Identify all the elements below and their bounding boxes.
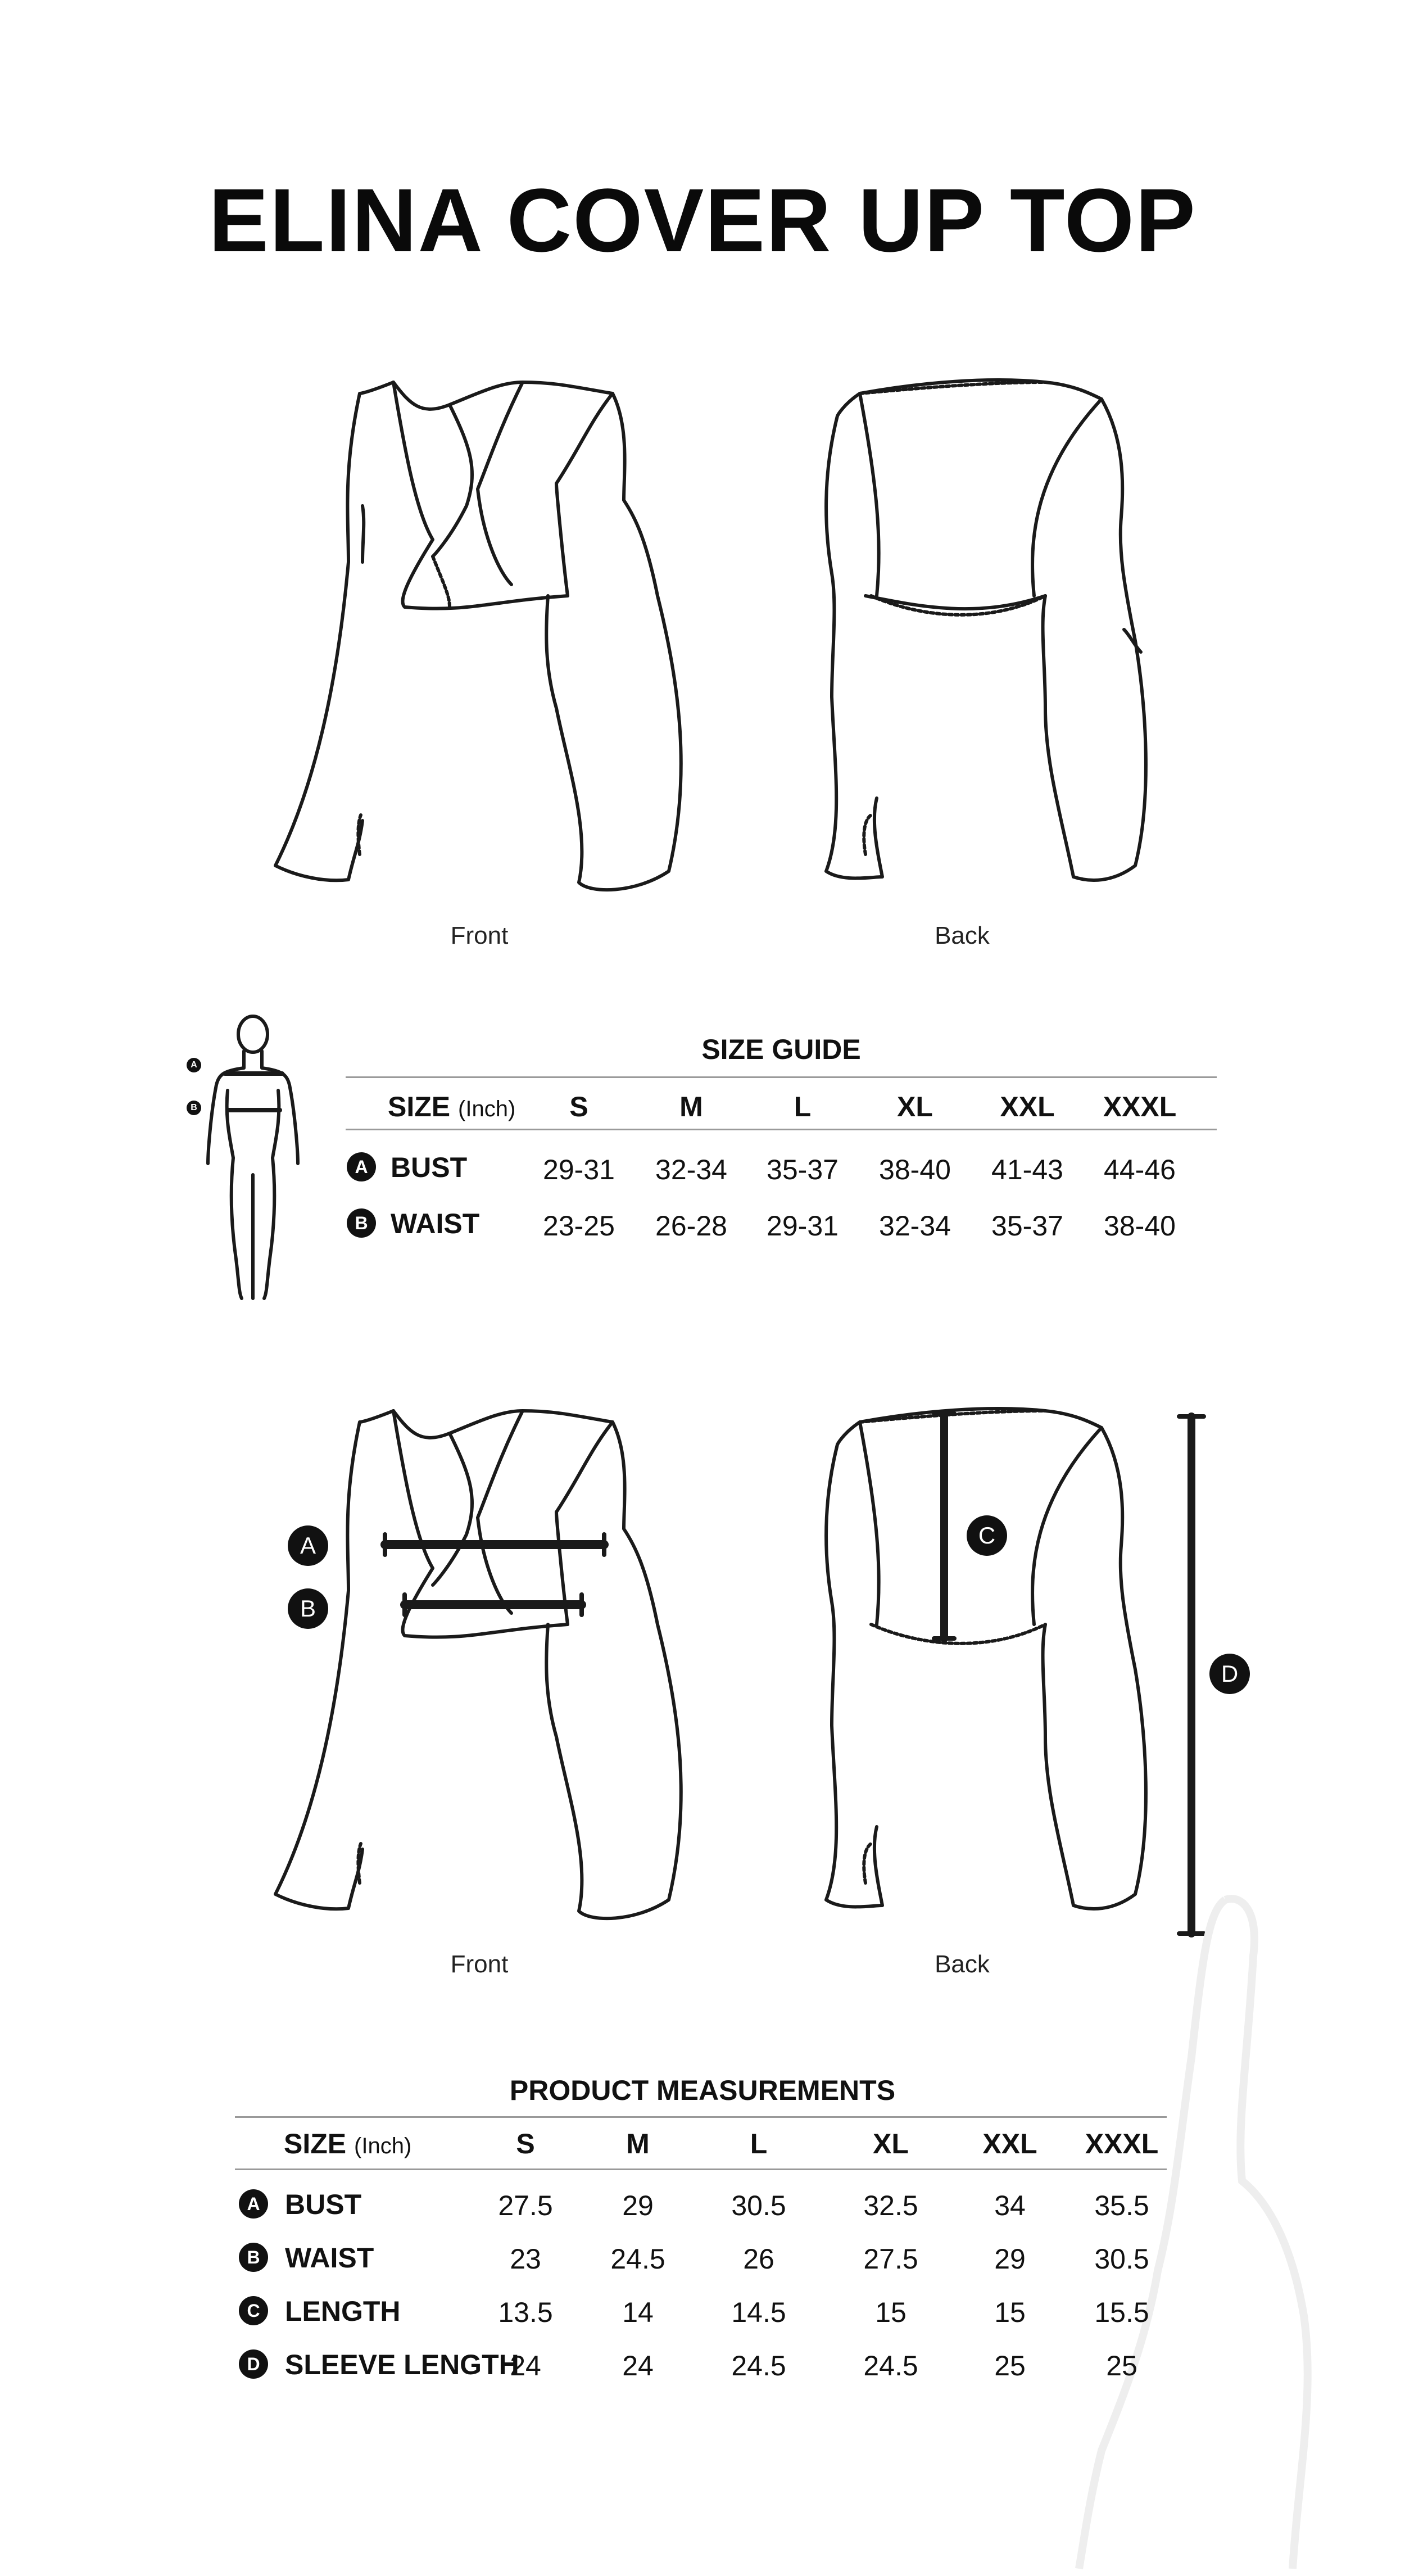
pm-cell: 14 xyxy=(622,2297,654,2328)
product-measurements-size-header xyxy=(284,2127,464,2160)
measure-badge-b: B xyxy=(288,1588,328,1629)
pm-size-header-unit: (Inch) xyxy=(354,2134,412,2158)
back-measure-illustration xyxy=(809,1400,1146,1939)
pm-cell: 30.5 xyxy=(731,2190,786,2221)
pm-cell: 13.5 xyxy=(498,2297,553,2328)
pm-cell: 27.5 xyxy=(498,2190,553,2221)
size-guide-cell: 44-46 xyxy=(1104,1154,1176,1185)
size-guide-cell: 41-43 xyxy=(991,1154,1063,1185)
size-guide-cell: 29-31 xyxy=(767,1210,839,1242)
pm-cell: 29 xyxy=(994,2243,1026,2275)
pm-cell: 24 xyxy=(510,2350,541,2382)
front-garment-illustration xyxy=(264,371,691,911)
size-guide-cell: 26-28 xyxy=(655,1210,727,1242)
size-guide-row-label: BUST xyxy=(391,1152,468,1183)
pm-cell: 26 xyxy=(743,2243,774,2275)
mannequin-badge-a: A xyxy=(187,1058,201,1072)
product-measurements-top-rule xyxy=(235,2116,1167,2118)
pm-cell: 30.5 xyxy=(1094,2243,1149,2275)
pm-header-l: L xyxy=(750,2128,768,2160)
front-caption-bottom: Front xyxy=(450,1950,509,1978)
size-guide-header-xl: XL xyxy=(897,1091,933,1122)
product-measurements-header-rule xyxy=(235,2168,1167,2170)
pm-row-badge: D xyxy=(239,2349,268,2379)
pm-cell: 34 xyxy=(994,2190,1026,2221)
size-guide-cell: 35-37 xyxy=(991,1210,1063,1242)
pm-cell: 24 xyxy=(622,2350,654,2382)
pm-cell: 14.5 xyxy=(731,2297,786,2328)
measure-badge-c: C xyxy=(967,1515,1007,1556)
pm-header-xxl: XXL xyxy=(982,2128,1037,2160)
back-garment-illustration xyxy=(809,371,1146,911)
pm-row-label: BUST xyxy=(285,2189,362,2220)
size-guide-cell: 23-25 xyxy=(543,1210,615,1242)
pm-header-xl: XL xyxy=(873,2128,909,2160)
product-measurements-title: PRODUCT MEASUREMENTS xyxy=(509,2075,896,2106)
size-guide-header-l: L xyxy=(794,1091,812,1122)
pm-row-badge: A xyxy=(239,2189,268,2219)
pm-cell: 35.5 xyxy=(1094,2190,1149,2221)
size-guide-cell: 38-40 xyxy=(1104,1210,1176,1242)
measure-badge-d: D xyxy=(1209,1654,1250,1694)
size-guide-header-xxxl: XXXL xyxy=(1103,1091,1177,1122)
pm-cell: 15.5 xyxy=(1094,2297,1149,2328)
size-guide-cell: 38-40 xyxy=(879,1154,951,1185)
size-guide-header-s: S xyxy=(569,1091,588,1122)
pm-cell: 25 xyxy=(994,2350,1026,2382)
pm-cell: 24.5 xyxy=(610,2243,665,2275)
mannequin-badge-b: B xyxy=(187,1101,201,1115)
front-caption: Front xyxy=(450,922,509,949)
pm-row-label: SLEEVE LENGTH xyxy=(285,2349,519,2380)
measure-badge-a: A xyxy=(288,1525,328,1566)
pm-cell: 23 xyxy=(510,2243,541,2275)
mannequin-illustration xyxy=(185,1006,320,1304)
pm-header-m: M xyxy=(626,2128,650,2160)
size-guide-cell: 29-31 xyxy=(543,1154,615,1185)
pm-cell: 32.5 xyxy=(863,2190,918,2221)
pm-cell: 27.5 xyxy=(863,2243,918,2275)
back-caption-bottom: Back xyxy=(935,1950,990,1978)
size-header-label: SIZE xyxy=(388,1091,451,1122)
size-guide-header-xxl: XXL xyxy=(1000,1091,1055,1122)
size-guide-cell: 35-37 xyxy=(767,1154,839,1185)
pm-cell: 24.5 xyxy=(731,2350,786,2382)
pm-row-badge: B xyxy=(239,2243,268,2272)
back-caption: Back xyxy=(935,922,990,949)
size-guide-title: SIZE GUIDE xyxy=(701,1034,861,1065)
pm-header-s: S xyxy=(516,2128,535,2160)
size-guide-row-label: WAIST xyxy=(391,1208,480,1239)
size-guide-top-rule xyxy=(346,1076,1217,1078)
front-measure-illustration xyxy=(264,1400,691,1939)
pm-cell: 15 xyxy=(875,2297,907,2328)
size-guide-row-badge: A xyxy=(347,1152,376,1181)
pm-cell: 24.5 xyxy=(863,2350,918,2382)
pm-cell: 25 xyxy=(1106,2350,1137,2382)
size-guide-cell: 32-34 xyxy=(879,1210,951,1242)
size-guide-header-m: M xyxy=(679,1091,703,1122)
size-guide-row-badge: B xyxy=(347,1208,376,1238)
size-guide-cell: 32-34 xyxy=(655,1154,727,1185)
pm-header-xxxl: XXXL xyxy=(1085,2128,1159,2160)
page-title: ELINA COVER UP TOP xyxy=(209,170,1196,270)
pm-row-badge: C xyxy=(239,2296,268,2325)
pm-cell: 15 xyxy=(994,2297,1026,2328)
pm-size-header-label: SIZE xyxy=(284,2128,347,2160)
size-header-unit: (Inch) xyxy=(458,1097,516,1121)
size-guide-header-rule xyxy=(346,1129,1217,1130)
sleeve-length-bar xyxy=(1169,1405,1214,1945)
pm-row-label: WAIST xyxy=(285,2242,374,2274)
pm-cell: 29 xyxy=(622,2190,654,2221)
watermark-hand-graphic xyxy=(1057,1889,1394,2574)
pm-row-label: LENGTH xyxy=(285,2296,401,2327)
